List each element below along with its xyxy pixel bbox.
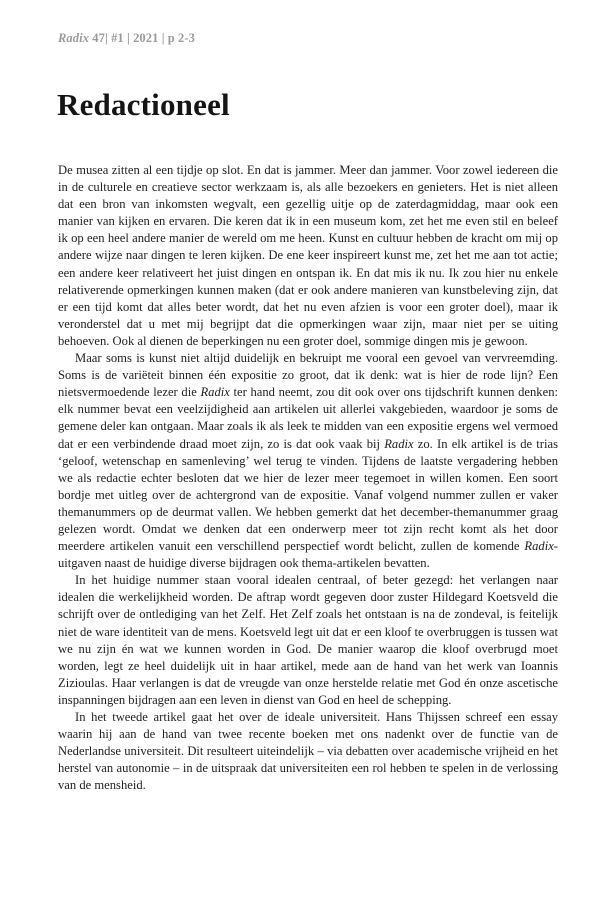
- journal-name: Radix: [58, 31, 90, 45]
- paragraph: [58, 350, 558, 572]
- paragraph: [58, 162, 558, 350]
- text-run: -uitgaven naast de huidige diverse bijdragen ook thema-artikelen bevatten.: [58, 539, 558, 571]
- running-header: [58, 31, 195, 46]
- journal-title-italic: Radix: [384, 436, 414, 451]
- journal-title-italic: Radix: [524, 539, 554, 554]
- journal-title-italic: Radix: [200, 385, 230, 400]
- paragraph: [58, 709, 558, 794]
- text-run: In het huidige nummer staan vooral idealen centraal, of beter gezegd: het verlangen naar idealen die werkelijkheid worden. De aftrap wordt gegeven door zuster Hildegard Koetsveld die schrijft over de ontlediging van het Zelf. Het Zelf zoals het ontstaan is na de zondeval, is feitelijk niet de ware identiteit van de mens. Koetsveld legt uit dat er een kloof te overbruggen is tussen wat we nu zijn én wat we kunnen worden in God. De manier waarop die kloof overbrugd moet worden, legt ze heel duidelijk uit in haar artikel, mede aan de hand van het werk van Ioannis Zizioulas. Haar verlangen is dat de vreugde van onze herstelde relatie met God én onze ascetische inspanningen bijdragen aan een leven in dienst van God en heel de schepping.: [58, 573, 558, 707]
- paragraph: [58, 572, 558, 709]
- article-body: [58, 162, 558, 794]
- text-run: Maar soms is kunst niet altijd duidelijk en bekruipt me vooral een gevoel van vervreemding. Soms is de variëteit binnen één expositie zo groot, dat ik denk: wat is hier de rode lijn? Een nietsvermoedende lezer die: [58, 351, 558, 400]
- text-run: In het tweede artikel gaat het over de ideale universiteit. Hans Thijssen schreef een essay waarin hij aan de hand van twee recente boeken met ons nadenkt over de functie van de Nederlandse universiteit. Dit resulteert uiteindelijk – via debatten over academische vrijheid en het herstel van autonomie – in de uitspraak dat universiteiten een rol hebben te spelen in de verlossing van de mensheid.: [58, 710, 558, 793]
- text-run: ter hand neemt, zou dit ook over ons tijdschrift kunnen denken: elk nummer bevat een veelzijdigheid aan artikelen uit allerlei vakgebieden, waardoor je soms de gemene deler kan ontgaan. Maar zoals ik als leek te midden van een expositie ergens wel vermoed dat er een verbindende draad moet zijn, zo is dat ook vaak bij: [58, 385, 558, 451]
- text-run: De musea zitten al een tijdje op slot. En dat is jammer. Meer dan jammer. Voor zowel iedereen die in de culturele en creatieve sector werkzaam is, als alle bezoekers en genieters. Het is niet alleen dat een bron van inkomsten wegvalt, een gezellig uitje op de zaterdagmiddag, maar ook een manier van kijken en ervaren. Die keren dat ik in een museum kom, zet het me even stil en beleef ik op een heel andere manier de wereld om me heen. Kunst en cultuur hebben de kracht om mij op andere wijze naar dingen te leren kijken. De ene keer inspireert kunst me, zet het me aan tot actie; een andere keer relativeert het juist dingen en ontspan ik. En dat mis ik nu. Ik zou hier nu enkele relativerende opmerkingen kunnen maken (dat er ook andere manieren van kunstbeleving zijn, dat er een tijd komt dat alles beter wordt, dat het nu even afzien is voor een groter doel), maar ik veronderstel dat u met mij begrijpt dat die opmerkingen waar zijn, maar niet per se uiting behoeven. Ook al dienen de beperkingen nu een groter doel, sommige dingen mis je gewoon.: [58, 163, 558, 348]
- issue-citation: 47| #1 | 2021 | p 2-3: [89, 31, 196, 45]
- text-run: zo. In elk artikel is de trias ‘geloof, wetenschap en samenleving’ wel terug te vinden. Tijdens de laatste vergadering hebben we als redactie echter besloten dat we hier de lezer meer tegemoet in willen komen. Een soort bordje met uitleg over de achtergrond van de expositie. Vanaf volgend nummer zullen er vaker themanummers op de deurmat vallen. We hebben gemerkt dat het december-themanummer graag gelezen wordt. Omdat we denken dat een onderwerp meer tot zijn recht komt als het door meerdere artikelen vanuit een verschillend perspectief wordt belicht, zullen de komende: [58, 436, 558, 554]
- page-title: Redactioneel: [57, 87, 230, 122]
